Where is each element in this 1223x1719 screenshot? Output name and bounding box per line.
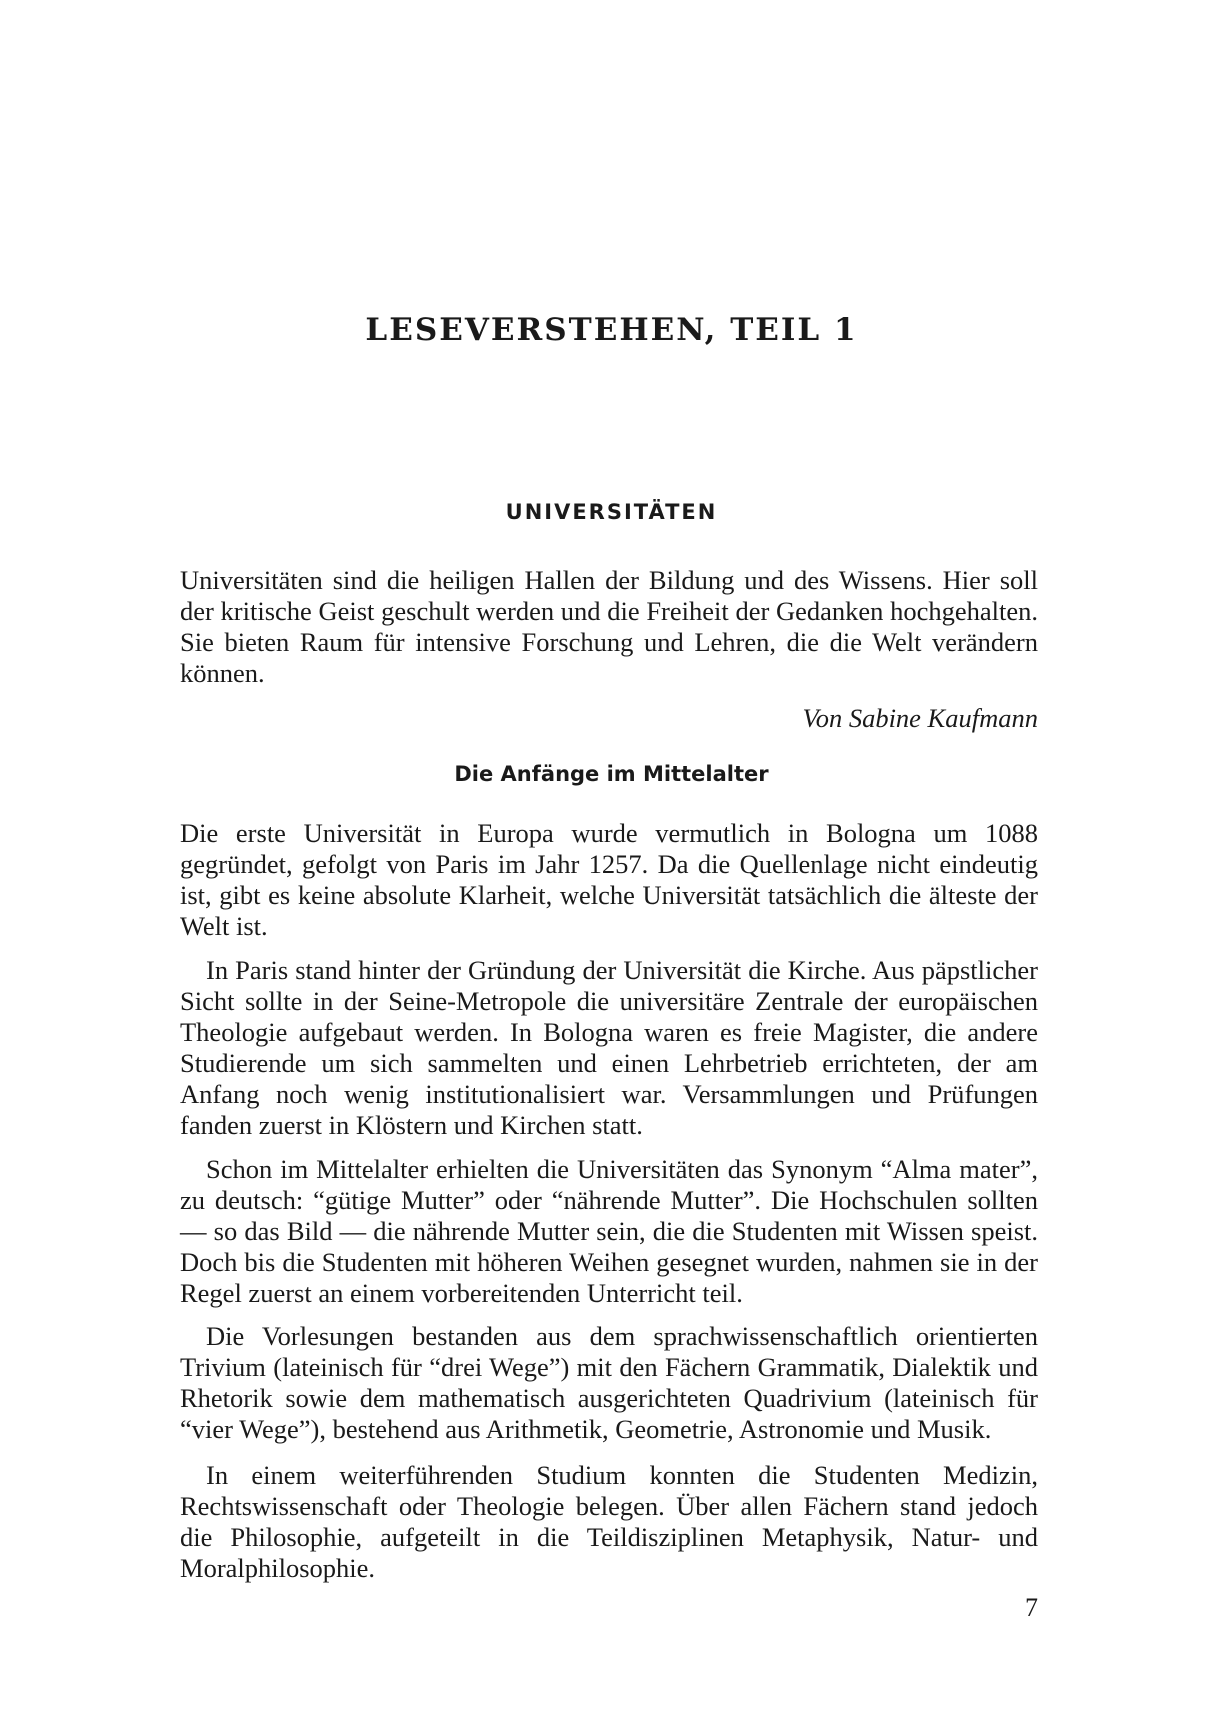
paragraph-1: Die erste Universität in Europa wurde vermutlich in Bologna um 1088 gegründet, gefolgt von Paris im Jahr 1257. Da die Quellenlage nicht eindeutig ist, gibt es keine absolute Klarheit, welche Universität tatsächlich die älteste der Welt ist.: [180, 818, 1038, 941]
paragraph-2: In Paris stand hinter der Gründung der Universität die Kirche. Aus päpstlicher Sicht sollte in der Seine-Metropole die universitäre Zentrale der europäischen Theologie aufgebaut werden. In Bologna waren es freie Magister, die andere Studierende um sich sammelten und einen Lehrbetrieb errichteten, der am Anfang noch wenig institutionalisiert war. Versammlungen und Prüfungen fanden zuerst in Klöstern und Kirchen statt.: [180, 955, 1038, 1140]
article-author: Von Sabine Kaufmann: [802, 703, 1038, 733]
article-intro: Universitäten sind die heiligen Hallen der Bildung und des Wissens. Hier soll der kritische Geist geschult werden und die Freiheit der Gedanken hochgehalten. Sie bieten Raum für intensive Forschung und Lehren, die die Welt verändern können.: [180, 565, 1038, 688]
paragraph-5: In einem weiterführenden Studium konnten die Studenten Medizin, Rechtswissenschaft oder Theologie belegen. Über allen Fächern stand jedoch die Philosophie, aufgeteilt in die Teildisziplinen Metaphysik, Natur- und Moralphilosophie.: [180, 1460, 1038, 1583]
section-heading: Die Anfänge im Mittelalter: [454, 762, 769, 786]
page-number: 7: [1025, 1593, 1038, 1622]
paragraph-4: Die Vorlesungen bestanden aus dem sprachwissenschaftlich orientierten Trivium (lateinisch für “drei Wege”) mit den Fächern Grammatik, Dialektik und Rhetorik sowie dem mathematisch ausgerichteten Quadrivium (lateinisch für “vier Wege”), bestehend aus Arithmetik, Geometrie, Astronomie und Musik.: [180, 1321, 1038, 1444]
article-title: UNIVERSITÄTEN: [505, 500, 718, 524]
chapter-title: LESEVERSTEHEN, TEIL 1: [365, 312, 858, 348]
paragraph-3: Schon im Mittelalter erhielten die Universitäten das Synonym “Alma mater”, zu deutsch: “gütige Mutter” oder “nährende Mutter”. Die Hochschulen sollten — so das Bild — die nährende Mutter sein, die die Studenten mit Wissen speist. Doch bis die Studenten mit höheren Weihen gesegnet wurden, nahmen sie in der Regel zuerst an einem vorbereitenden Unterricht teil.: [180, 1154, 1038, 1308]
